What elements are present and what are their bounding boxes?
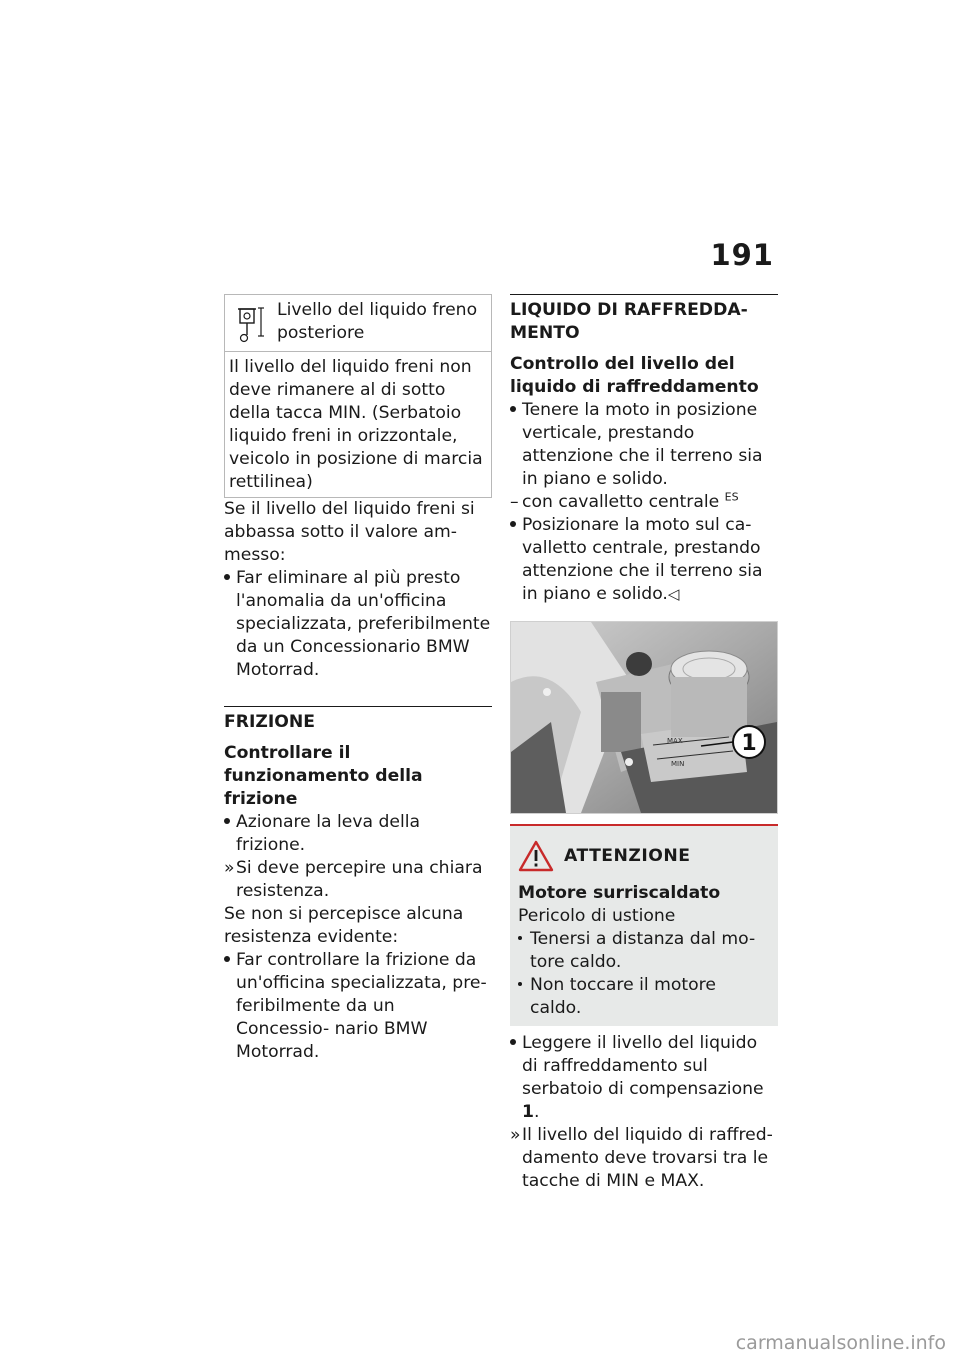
- min-mark-label: MIN: [671, 760, 685, 768]
- end-mark-icon: ◁: [667, 585, 680, 603]
- option-text: con cavalletto centrale: [522, 492, 720, 512]
- list-item: [518, 928, 768, 974]
- clutch-subtitle: Controllare il funzionamento della frizione: [224, 743, 423, 809]
- warning-heading: Motore surriscaldato: [518, 883, 721, 903]
- right-column: [510, 294, 778, 1193]
- list-item: [510, 399, 778, 491]
- warning-item-2: Non toccare il motore caldo.: [530, 975, 716, 1018]
- info-box-title: Livello del liquido freno posteriore: [277, 300, 478, 343]
- list-item: [224, 567, 492, 682]
- list-item: [224, 949, 492, 1064]
- page-number: 191: [710, 238, 774, 272]
- option-line: – con cavalletto centrale $^{ES}$: [510, 490, 739, 512]
- option-superscript: ES: [724, 490, 739, 504]
- info-box-header: [225, 295, 491, 352]
- coolant-section-title: LIQUIDO DI RAFFREDDA- MENTO: [510, 294, 778, 345]
- coolant-subtitle: Controllo del livello del liquido di raffreddamento: [510, 354, 759, 397]
- coolant-step-1: Tenere la moto in posizione verticale, prestando attenzione che il terreno sia in piano e solido.: [522, 400, 763, 489]
- list-item: [518, 974, 768, 1020]
- clutch-result-1: Si deve percepire una chiara resistenza.: [236, 858, 483, 901]
- max-mark-label: MAX: [667, 737, 683, 745]
- warning-box: [510, 824, 778, 1026]
- list-item: » Si deve percepire una chiara resistenza.: [224, 857, 492, 903]
- clutch-condition: Se non si percepisce alcuna resistenza evidente:: [224, 904, 464, 947]
- list-item: » Il livello del liquido di raffred- damento deve trovarsi tra le tacche di MIN e MAX.: [510, 1124, 778, 1193]
- low-level-intro: Se il livello del liquido freni si abbassa sotto il valore am- messo:: [224, 499, 475, 565]
- list-item: [224, 811, 492, 857]
- list-item: [510, 514, 778, 606]
- clutch-step-1: Azionare la leva della frizione.: [236, 812, 421, 855]
- list-item: Leggere il livello del liquido di raffreddamento sul serbatoio di compensazione 1.: [510, 1032, 778, 1124]
- left-column: [224, 294, 492, 1064]
- callout-1: 1: [741, 731, 757, 756]
- coolant-reservoir-photo: [510, 621, 778, 814]
- warning-subheading: Pericolo di ustione: [518, 906, 676, 926]
- reference-number: 1: [522, 1102, 534, 1122]
- repair-action-text: Far eliminare al più presto l'anomalia da un'officina specializzata, preferibilmente da un Concessionario BMW Motorrad.: [236, 568, 491, 680]
- coolant-step-2: Posizionare la moto sul ca- valletto centrale, prestando attenzione che il terreno sia in piano e solido.: [522, 515, 763, 604]
- clutch-step-2: Far controllare la frizione da un'officina specializzata, pre- feribilmente da un Concessio- nario BMW Motorrad.: [236, 950, 487, 1062]
- coolant-result: Il livello del liquido di raffred- damento deve trovarsi tra le tacche di MIN e MAX.: [522, 1125, 773, 1191]
- info-box-text: Il livello del liquido freni non deve rimanere al di sotto della tacca MIN. (Serbatoio liquido freni in orizzontale, veicolo in posizione di marcia rettilinea): [229, 357, 483, 492]
- warning-triangle-icon: [518, 840, 554, 872]
- coolant-step-3: Leggere il livello del liquido di raffreddamento sul serbatoio di compensazione: [522, 1033, 764, 1099]
- brake-fluid-reservoir-icon: [233, 299, 269, 345]
- brake-fluid-info-box: [224, 294, 492, 498]
- footer-watermark: carmanualsonline.info: [735, 1332, 946, 1354]
- clutch-section-title: FRIZIONE: [224, 706, 492, 734]
- warning-item-1: Tenersi a distanza dal mo- tore caldo.: [530, 929, 756, 972]
- warning-title: ATTENZIONE: [564, 846, 691, 866]
